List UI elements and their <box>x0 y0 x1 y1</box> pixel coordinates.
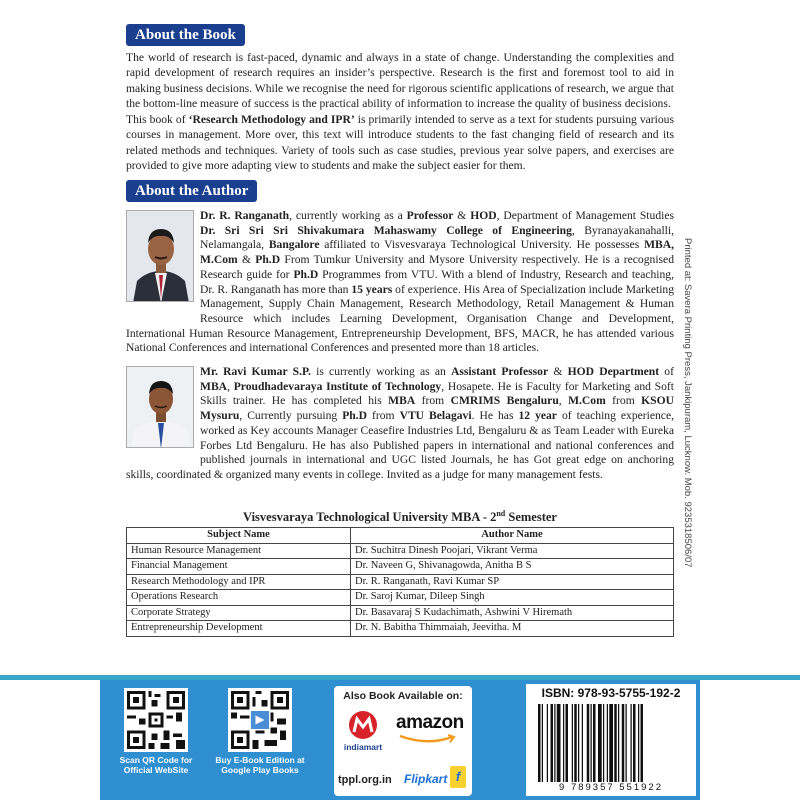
table-title: Visvesvaraya Technological University MBA - 2nd Semester <box>243 509 557 525</box>
availability-panel <box>334 686 472 796</box>
column-header-author: Author Name <box>351 528 674 544</box>
table-row <box>127 543 674 559</box>
isbn-label: ISBN: 978-93-5755-192-2 <box>541 686 681 700</box>
website-qr-caption: Scan QR Code for Official WebSite <box>119 755 193 775</box>
about-book-paragraph-1: The world of research is fast-paced, dynamic and always in a state of change. Understanding the complexities and rapid development of research requires an insider’s perspective. Research is the first and foremost tool to aid in making business decisions. While we recognise the need for rigorous scientific applications of research, we argue that the bottom-line measure of success is the practical ability of information to increase the quality of business decisions. <box>126 51 674 111</box>
about-book-heading: About the Book <box>126 24 245 46</box>
table-row <box>127 559 674 575</box>
table-row <box>127 605 674 621</box>
play-books-qr-code[interactable] <box>228 688 292 752</box>
subject-cell: Corporate Strategy <box>127 605 351 621</box>
website-qr-code[interactable] <box>124 688 188 752</box>
play-books-qr-caption: Buy E-Book Edition at Google Play Books <box>215 755 305 775</box>
tppl-link[interactable]: tppl.org.in <box>338 774 392 786</box>
author-1-bio: Dr. R. Ranganath, currently working as a Professor & HOD, Department of Management Studies Dr. Sri Sri Sri Shivakumara Mahaswamy College of Engineering, Byranayakanahalli, Nelamangala, Bangalore affiliated to Visvesvaraya Technological University. He possesses MBA, M.Com & Ph.D From Tumkur University and Mysore University respectively. He is a recognised Research guide for Ph.D Programmes from VTU. With a blend of Industry, Research and teaching, Dr. R. Ranganath has more than 15 years of experience. His Area of Specialization include Marketing Management, Supply Chain Management, Research Methodology, Retail Management & Human Resource which includes Learning Development, Organisation Change and Development, International Human Resource Management, Entrepreneurship Development, BFS, MACR, he has attended various National Conferences and international Conferences and presented more than 18 articles. <box>126 209 675 355</box>
table-header-row <box>127 528 674 544</box>
isbn-digits: 9 789357 551922 <box>559 782 663 793</box>
printer-credit: Printed at: Savera Printing Press, Jankipuram, Lucknow. Mob. 9235318506/07 <box>682 238 693 568</box>
table-row <box>127 621 674 637</box>
author-cell: Dr. R. Ranganath, Ravi Kumar SP <box>351 574 674 590</box>
indiamart-icon[interactable] <box>346 710 380 740</box>
availability-title: Also Book Available on: <box>343 690 463 702</box>
author-cell: Dr. Suchitra Dinesh Poojari, Vikrant Verma <box>351 543 674 559</box>
amazon-link[interactable]: amazon <box>396 712 464 733</box>
amazon-smile-icon <box>398 734 458 744</box>
author-cell: Dr. Saroj Kumar, Dileep Singh <box>351 590 674 606</box>
table-row <box>127 590 674 606</box>
table-row <box>127 574 674 590</box>
author-cell: Dr. N. Babitha Thimmaiah, Jeevitha. M <box>351 621 674 637</box>
column-header-subject: Subject Name <box>127 528 351 544</box>
author-cell: Dr. Basavaraj S Kudachimath, Ashwini V Hiremath <box>351 605 674 621</box>
isbn-panel <box>526 684 696 796</box>
footer-band <box>100 680 700 800</box>
subject-cell: Human Resource Management <box>127 543 351 559</box>
subject-cell: Entrepreneurship Development <box>127 621 351 637</box>
barcode-icon <box>536 704 686 782</box>
flipkart-link[interactable]: Flipkart <box>404 772 448 786</box>
subject-cell: Financial Management <box>127 559 351 575</box>
flipkart-bag-icon: f <box>450 766 466 788</box>
about-book-paragraph-2: This book of ‘Research Methodology and IPR’ is primarily intended to serve as a text for students pursuing various courses in management. More over, this text will introduce students to the fast changing field of research and its related methods and techniques. Variety of tools such as case studies, previous year solve papers, and exercises are provided to give more adapting view to students and make the subject easier for them. <box>126 113 674 173</box>
indiamart-link[interactable]: indiamart <box>343 742 383 752</box>
about-author-heading: About the Author <box>126 180 257 202</box>
subject-cell: Operations Research <box>127 590 351 606</box>
subject-cell: Research Methodology and IPR <box>127 574 351 590</box>
author-2-bio: Mr. Ravi Kumar S.P. is currently working as an Assistant Professor & HOD Department of MBA, Proudhadevaraya Institute of Technology, Hosapete. He is Faculty for Marketing and Soft Skills trainer. He has completed his MBA from CMRIMS Bengaluru, M.Com from KSOU Mysuru, Currently pursuing Ph.D from VTU Belagavi. He has 12 year of teaching experience, worked as Key accounts Manager Ceasefire Industries Ltd, Bengaluru & as Team Leader with Eureka Forbes Ltd Bengaluru. He has also Published papers in international and national conferences and published journals in international and UGC listed Journals, he has Got great edge on anchoring skills, coordinated & organized many events in college. Invited as a judge for many management fests. <box>126 365 675 481</box>
author-cell: Dr. Naveen G, Shivanagowda, Anitha B S <box>351 559 674 575</box>
subjects-table <box>126 527 674 637</box>
